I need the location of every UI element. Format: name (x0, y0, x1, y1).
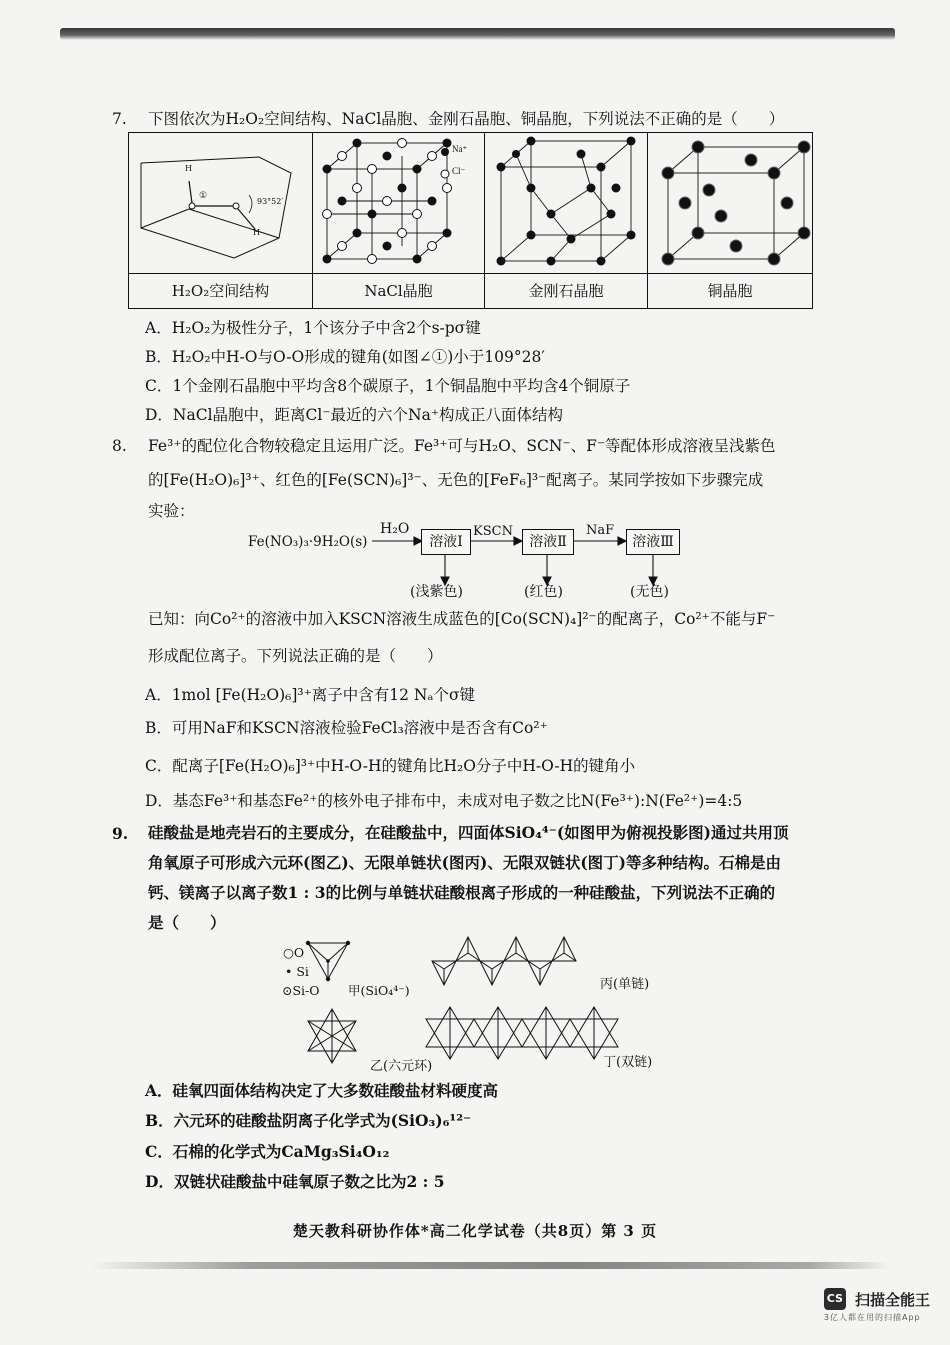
q8-option-d: D．基态Fe³⁺和基态Fe²⁺的核外电子排布中，未成对电子数之比N(Fe³⁺):N(Fe²⁺)=4:5 (145, 792, 743, 810)
q8-number: 8. (112, 437, 127, 455)
q9-option-b: B．六元环的硅酸盐阴离子化学式为(SiO₃)₆¹²⁻ (145, 1111, 472, 1130)
caption-copper: 铜晶胞 (648, 273, 812, 308)
h2o2-angle-mark: ① (199, 191, 208, 201)
q7-option-d: D．NaCl晶胞中，距离Cl⁻最近的六个Na⁺构成正八面体结构 (145, 406, 564, 424)
scanner-logo-icon: CS (824, 1288, 846, 1310)
q8-line-1: Fe³⁺的配位化合物较稳定且运用广泛。Fe³⁺可与H₂O、SCN⁻、F⁻等配体形成溶液呈浅紫色 (148, 437, 776, 455)
page-footer: 楚天教科研协作体*高二化学试卷（共8页）第 3 页 (292, 1222, 658, 1240)
flow-box-solution-3: 溶液Ⅲ (626, 529, 680, 555)
caption-h2o2: H₂O₂空间结构 (129, 273, 312, 308)
q8-line-3: 实验： (148, 502, 195, 520)
scanner-brand-slogan: 3亿人都在用的扫描App (823, 1313, 921, 1322)
flow-box-solution-1: 溶液Ⅰ (421, 529, 471, 555)
h2o2-h-top: H (185, 164, 192, 173)
q8-option-b: B．可用NaF和KSCN溶液检验FeCl₃溶液中是否含有Co²⁺ (145, 719, 548, 737)
q7-number: 7. (112, 110, 127, 128)
q9-option-d: D．双链状硅酸盐中硅氧原子数之比为2 : 5 (145, 1172, 445, 1191)
nacl-legend-cl: Cl⁻ (452, 166, 466, 176)
flow-box-solution-2: 溶液Ⅱ (522, 529, 574, 555)
flow-reagent-naf: NaF (586, 523, 615, 538)
q7-option-a: A．H₂O₂为极性分子，1个该分子中含2个s-pσ键 (145, 319, 481, 337)
q8-option-c: C．配离子[Fe(H₂O)₆]³⁺中H-O-H的键角比H₂O分子中H-O-H的键角小 (145, 757, 636, 775)
q9-legend-si-o: ⊙Si-O (282, 983, 320, 998)
q7-option-b: B．H₂O₂中H-O与O-O形成的键角(如图∠①)小于109°28′ (145, 348, 545, 366)
q7-stem: 下图依次为H₂O₂空间结构、NaCl晶胞、金刚石晶胞、铜晶胞，下列说法不正确的是（ ） (148, 110, 785, 128)
caption-nacl: NaCl晶胞 (313, 273, 484, 308)
q8-line-2: 的[Fe(H₂O)₆]³⁺、红色的[Fe(SCN)₆]³⁻、无色的[FeF₆]³⁻配离子。某同学按如下步骤完成 (148, 471, 764, 489)
q9-legend-si: • Si (285, 964, 309, 979)
flow-start: Fe(NO₃)₃·9H₂O(s) (248, 534, 368, 550)
q8-known-line-2: 形成配位离子。下列说法正确的是（ ） (148, 647, 443, 665)
q9-line-3: 钙、镁离子以离子数1 : 3的比例与单链状硅酸根离子形成的一种硅酸盐，下列说法不正确的 (148, 883, 776, 902)
q8-known-line-1: 已知：向Co²⁺的溶液中加入KSCN溶液生成蓝色的[Co(SCN)₄]²⁻的配离子，Co²⁺不能与F⁻ (148, 610, 776, 628)
q9-label-ding: 丁(双链) (603, 1055, 653, 1070)
q9-number: 9. (112, 824, 129, 843)
flow-color-3: (无色) (630, 584, 669, 600)
q9-option-c: C．石棉的化学式为CaMg₃Si₄O₁₂ (145, 1142, 390, 1161)
q9-line-4: 是（ ） (148, 913, 226, 932)
q9-label-jia: 甲(SiO₄⁴⁻) (348, 983, 410, 998)
scanner-brand-name: 扫描全能王 (854, 1290, 930, 1309)
q7-option-c: C．1个金刚石晶胞中平均含8个碳原子，1个铜晶胞中平均含4个铜原子 (145, 377, 631, 395)
flow-color-2: (红色) (524, 584, 563, 600)
h2o2-h-bottom: H (253, 228, 260, 237)
scanner-watermark (824, 1288, 930, 1323)
q9-line-1: 硅酸盐是地壳岩石的主要成分，在硅酸盐中，四面体SiO₄⁴⁻(如图甲为俯视投影图)通过共用顶 (148, 823, 789, 842)
flow-color-1: (浅紫色) (410, 584, 463, 600)
nacl-legend-na: Na⁺ (452, 144, 468, 154)
q9-line-2: 角氧原子可形成六元环(图乙)、无限单链状(图丙)、无限双链状(图丁)等多种结构。石棉是由 (148, 853, 782, 872)
q9-label-yi: 乙(六元环) (370, 1059, 433, 1074)
q9-option-a: A．硅氧四面体结构决定了大多数硅酸盐材料硬度高 (145, 1081, 499, 1100)
flow-reagent-kscn: KSCN (473, 524, 513, 539)
caption-diamond: 金刚石晶胞 (485, 273, 647, 308)
q8-option-a: A．1mol [Fe(H₂O)₆]³⁺离子中含有12 Nₐ个σ键 (145, 686, 476, 704)
silicate-structures-diagram (280, 935, 630, 1065)
q9-label-bing: 丙(单链) (600, 977, 650, 992)
h2o2-dihedral-angle: 93°52′ (257, 197, 284, 206)
q9-legend-o: ○O (283, 945, 305, 960)
flow-reagent-h2o: H₂O (380, 521, 410, 537)
scan-shadow-bottom (90, 1262, 890, 1269)
